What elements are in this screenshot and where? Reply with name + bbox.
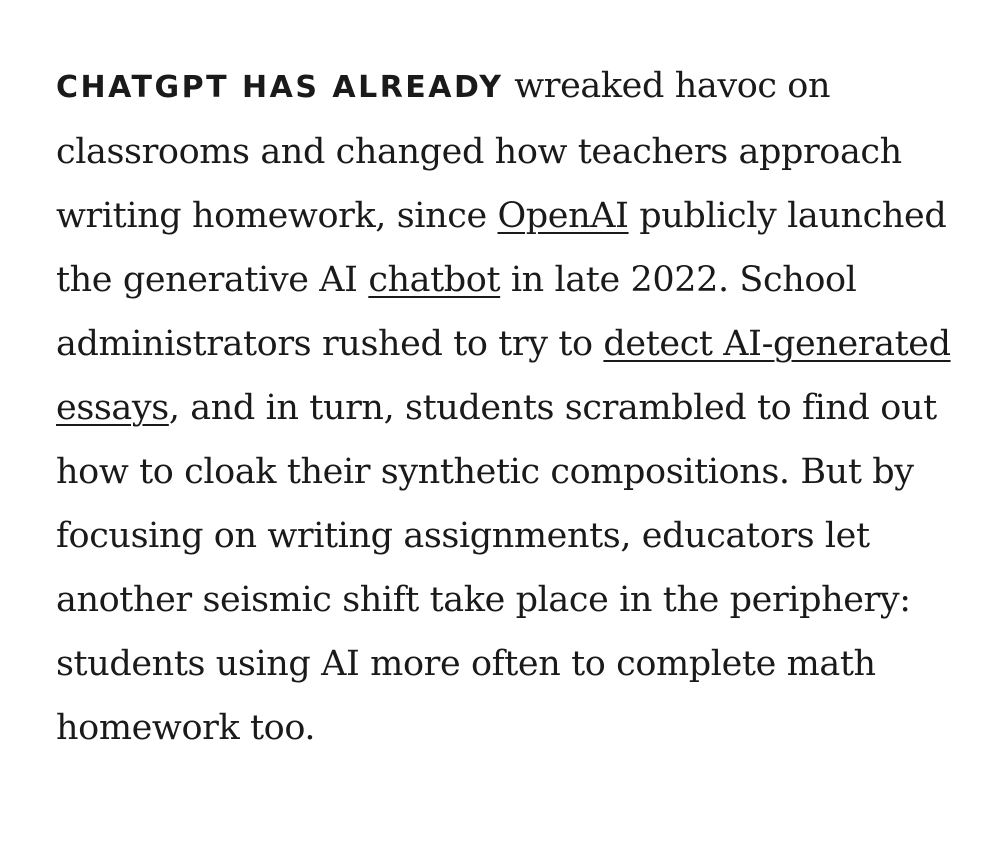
article-paragraph (56, 54, 956, 760)
body-text-1: wreaked havoc on classrooms and changed how teachers approach writing homework, since (56, 66, 902, 236)
chatbot-link[interactable]: chatbot (368, 260, 501, 300)
body-text-4: , and in turn, students scrambled to find out how to cloak their synthetic compositions. But by focusing on writing assignments, educators let another seismic shift take place in the periphery: students using AI more often to complete math homework too. (56, 388, 937, 748)
lede-text: CHATGPT HAS ALREADY (56, 70, 504, 105)
body-text-2: publicly launched the generative AI (56, 196, 947, 300)
openai-link[interactable]: OpenAI (497, 196, 629, 236)
article-body (56, 54, 956, 760)
body-text-3: in late 2022. School administrators rushed to try to (56, 260, 857, 364)
detect-ai-essays-link[interactable]: detect AI-generated essays (56, 324, 951, 428)
